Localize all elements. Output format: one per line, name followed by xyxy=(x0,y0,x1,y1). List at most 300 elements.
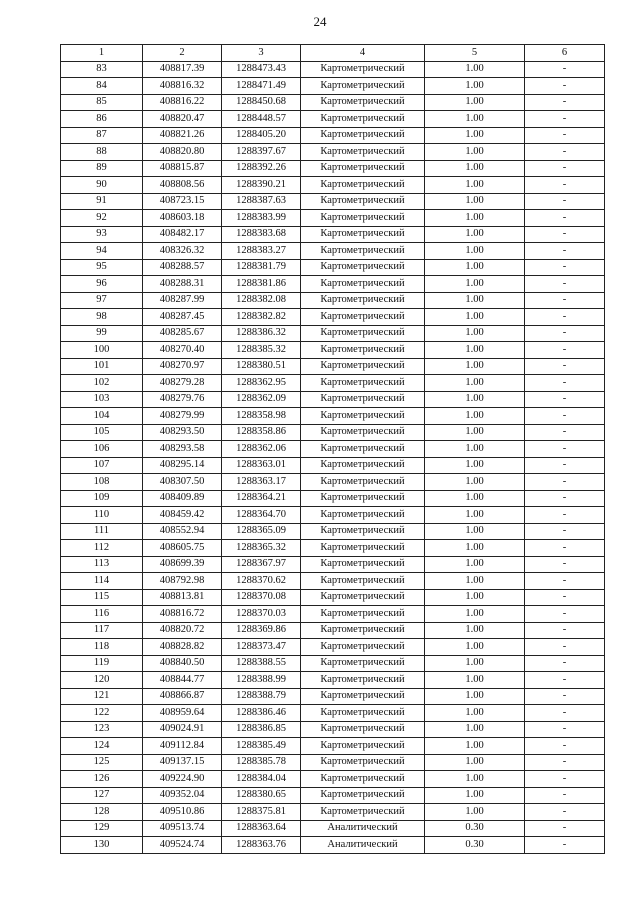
method-cell: Картометрический xyxy=(301,292,425,309)
accuracy-cell: 1.00 xyxy=(425,622,525,639)
table-row xyxy=(61,111,605,128)
y-coordinate-cell: 1288388.99 xyxy=(222,672,301,689)
y-coordinate-cell: 1288363.01 xyxy=(222,457,301,474)
x-coordinate-cell: 408808.56 xyxy=(143,177,222,194)
table-row xyxy=(61,127,605,144)
x-coordinate-cell: 408279.28 xyxy=(143,375,222,392)
table-row xyxy=(61,837,605,854)
accuracy-cell: 0.30 xyxy=(425,820,525,837)
point-number-cell: 122 xyxy=(61,705,143,722)
y-coordinate-cell: 1288364.21 xyxy=(222,490,301,507)
point-number-cell: 117 xyxy=(61,622,143,639)
method-cell: Картометрический xyxy=(301,325,425,342)
accuracy-cell: 1.00 xyxy=(425,606,525,623)
note-cell: - xyxy=(525,127,605,144)
x-coordinate-cell: 408295.14 xyxy=(143,457,222,474)
note-cell: - xyxy=(525,540,605,557)
point-number-cell: 128 xyxy=(61,804,143,821)
point-number-cell: 114 xyxy=(61,573,143,590)
method-cell: Картометрический xyxy=(301,61,425,78)
point-number-cell: 118 xyxy=(61,639,143,656)
accuracy-cell: 1.00 xyxy=(425,408,525,425)
table-row xyxy=(61,292,605,309)
point-number-cell: 115 xyxy=(61,589,143,606)
method-cell: Картометрический xyxy=(301,787,425,804)
x-coordinate-cell: 408293.50 xyxy=(143,424,222,441)
table-row xyxy=(61,688,605,705)
point-number-cell: 119 xyxy=(61,655,143,672)
method-cell: Картометрический xyxy=(301,226,425,243)
point-number-cell: 90 xyxy=(61,177,143,194)
table-row xyxy=(61,639,605,656)
note-cell: - xyxy=(525,639,605,656)
x-coordinate-cell: 408866.87 xyxy=(143,688,222,705)
accuracy-cell: 1.00 xyxy=(425,655,525,672)
point-number-cell: 107 xyxy=(61,457,143,474)
method-cell: Картометрический xyxy=(301,309,425,326)
accuracy-cell: 1.00 xyxy=(425,292,525,309)
table-row xyxy=(61,325,605,342)
table-row xyxy=(61,507,605,524)
y-coordinate-cell: 1288383.68 xyxy=(222,226,301,243)
table-row xyxy=(61,573,605,590)
table-row xyxy=(61,606,605,623)
note-cell: - xyxy=(525,837,605,854)
note-cell: - xyxy=(525,771,605,788)
y-coordinate-cell: 1288385.78 xyxy=(222,754,301,771)
table-row xyxy=(61,721,605,738)
y-coordinate-cell: 1288382.82 xyxy=(222,309,301,326)
note-cell: - xyxy=(525,507,605,524)
point-number-cell: 88 xyxy=(61,144,143,161)
y-coordinate-cell: 1288471.49 xyxy=(222,78,301,95)
method-cell: Картометрический xyxy=(301,243,425,260)
accuracy-cell: 1.00 xyxy=(425,61,525,78)
accuracy-cell: 1.00 xyxy=(425,94,525,111)
table-row xyxy=(61,61,605,78)
table-row xyxy=(61,622,605,639)
accuracy-cell: 0.30 xyxy=(425,837,525,854)
accuracy-cell: 1.00 xyxy=(425,507,525,524)
note-cell: - xyxy=(525,787,605,804)
table-row xyxy=(61,540,605,557)
x-coordinate-cell: 408552.94 xyxy=(143,523,222,540)
y-coordinate-cell: 1288381.86 xyxy=(222,276,301,293)
table-row xyxy=(61,672,605,689)
table-row xyxy=(61,144,605,161)
x-coordinate-cell: 408307.50 xyxy=(143,474,222,491)
method-cell: Картометрический xyxy=(301,721,425,738)
y-coordinate-cell: 1288367.97 xyxy=(222,556,301,573)
x-coordinate-cell: 408820.72 xyxy=(143,622,222,639)
method-cell: Картометрический xyxy=(301,606,425,623)
method-cell: Картометрический xyxy=(301,523,425,540)
y-coordinate-cell: 1288388.79 xyxy=(222,688,301,705)
table-row xyxy=(61,342,605,359)
method-cell: Картометрический xyxy=(301,358,425,375)
table-row xyxy=(61,358,605,375)
point-number-cell: 121 xyxy=(61,688,143,705)
table-row xyxy=(61,589,605,606)
point-number-cell: 104 xyxy=(61,408,143,425)
header-cell-6: 6 xyxy=(525,45,605,62)
note-cell: - xyxy=(525,754,605,771)
table-row xyxy=(61,787,605,804)
method-cell: Картометрический xyxy=(301,507,425,524)
y-coordinate-cell: 1288362.06 xyxy=(222,441,301,458)
y-coordinate-cell: 1288385.49 xyxy=(222,738,301,755)
point-number-cell: 120 xyxy=(61,672,143,689)
note-cell: - xyxy=(525,391,605,408)
x-coordinate-cell: 408959.64 xyxy=(143,705,222,722)
table-row xyxy=(61,94,605,111)
note-cell: - xyxy=(525,589,605,606)
y-coordinate-cell: 1288363.64 xyxy=(222,820,301,837)
y-coordinate-cell: 1288450.68 xyxy=(222,94,301,111)
y-coordinate-cell: 1288386.85 xyxy=(222,721,301,738)
method-cell: Картометрический xyxy=(301,177,425,194)
method-cell: Картометрический xyxy=(301,771,425,788)
y-coordinate-cell: 1288358.98 xyxy=(222,408,301,425)
note-cell: - xyxy=(525,622,605,639)
x-coordinate-cell: 409137.15 xyxy=(143,754,222,771)
accuracy-cell: 1.00 xyxy=(425,705,525,722)
method-cell: Картометрический xyxy=(301,441,425,458)
accuracy-cell: 1.00 xyxy=(425,556,525,573)
y-coordinate-cell: 1288387.63 xyxy=(222,193,301,210)
method-cell: Картометрический xyxy=(301,276,425,293)
note-cell: - xyxy=(525,226,605,243)
point-number-cell: 105 xyxy=(61,424,143,441)
note-cell: - xyxy=(525,61,605,78)
method-cell: Картометрический xyxy=(301,259,425,276)
point-number-cell: 99 xyxy=(61,325,143,342)
y-coordinate-cell: 1288380.65 xyxy=(222,787,301,804)
x-coordinate-cell: 409112.84 xyxy=(143,738,222,755)
note-cell: - xyxy=(525,804,605,821)
table-row xyxy=(61,441,605,458)
y-coordinate-cell: 1288375.81 xyxy=(222,804,301,821)
point-number-cell: 87 xyxy=(61,127,143,144)
point-number-cell: 91 xyxy=(61,193,143,210)
note-cell: - xyxy=(525,358,605,375)
note-cell: - xyxy=(525,309,605,326)
note-cell: - xyxy=(525,424,605,441)
note-cell: - xyxy=(525,210,605,227)
point-number-cell: 129 xyxy=(61,820,143,837)
accuracy-cell: 1.00 xyxy=(425,177,525,194)
x-coordinate-cell: 408815.87 xyxy=(143,160,222,177)
accuracy-cell: 1.00 xyxy=(425,540,525,557)
method-cell: Картометрический xyxy=(301,490,425,507)
method-cell: Картометрический xyxy=(301,78,425,95)
x-coordinate-cell: 408482.17 xyxy=(143,226,222,243)
accuracy-cell: 1.00 xyxy=(425,771,525,788)
table-row xyxy=(61,276,605,293)
method-cell: Картометрический xyxy=(301,424,425,441)
table-row xyxy=(61,78,605,95)
table-row xyxy=(61,705,605,722)
x-coordinate-cell: 408816.22 xyxy=(143,94,222,111)
accuracy-cell: 1.00 xyxy=(425,243,525,260)
method-cell: Картометрический xyxy=(301,193,425,210)
table-row xyxy=(61,738,605,755)
coordinates-table xyxy=(60,44,605,854)
accuracy-cell: 1.00 xyxy=(425,309,525,326)
x-coordinate-cell: 408287.45 xyxy=(143,309,222,326)
point-number-cell: 116 xyxy=(61,606,143,623)
method-cell: Картометрический xyxy=(301,804,425,821)
x-coordinate-cell: 409352.04 xyxy=(143,787,222,804)
point-number-cell: 93 xyxy=(61,226,143,243)
x-coordinate-cell: 408270.97 xyxy=(143,358,222,375)
y-coordinate-cell: 1288383.99 xyxy=(222,210,301,227)
table-row xyxy=(61,309,605,326)
y-coordinate-cell: 1288473.43 xyxy=(222,61,301,78)
header-row xyxy=(61,45,605,62)
header-cell-4: 4 xyxy=(301,45,425,62)
note-cell: - xyxy=(525,292,605,309)
table-row xyxy=(61,243,605,260)
x-coordinate-cell: 408288.31 xyxy=(143,276,222,293)
accuracy-cell: 1.00 xyxy=(425,490,525,507)
table-body xyxy=(61,61,605,853)
note-cell: - xyxy=(525,705,605,722)
note-cell: - xyxy=(525,738,605,755)
x-coordinate-cell: 408293.58 xyxy=(143,441,222,458)
point-number-cell: 100 xyxy=(61,342,143,359)
accuracy-cell: 1.00 xyxy=(425,193,525,210)
accuracy-cell: 1.00 xyxy=(425,804,525,821)
note-cell: - xyxy=(525,193,605,210)
point-number-cell: 92 xyxy=(61,210,143,227)
point-number-cell: 110 xyxy=(61,507,143,524)
table-row xyxy=(61,210,605,227)
y-coordinate-cell: 1288383.27 xyxy=(222,243,301,260)
x-coordinate-cell: 409024.91 xyxy=(143,721,222,738)
point-number-cell: 102 xyxy=(61,375,143,392)
accuracy-cell: 1.00 xyxy=(425,358,525,375)
method-cell: Картометрический xyxy=(301,342,425,359)
accuracy-cell: 1.00 xyxy=(425,589,525,606)
method-cell: Картометрический xyxy=(301,160,425,177)
x-coordinate-cell: 408279.76 xyxy=(143,391,222,408)
method-cell: Картометрический xyxy=(301,655,425,672)
x-coordinate-cell: 408816.72 xyxy=(143,606,222,623)
y-coordinate-cell: 1288397.67 xyxy=(222,144,301,161)
note-cell: - xyxy=(525,160,605,177)
y-coordinate-cell: 1288364.70 xyxy=(222,507,301,524)
note-cell: - xyxy=(525,441,605,458)
x-coordinate-cell: 408821.26 xyxy=(143,127,222,144)
table-row xyxy=(61,556,605,573)
x-coordinate-cell: 408828.82 xyxy=(143,639,222,656)
x-coordinate-cell: 408285.67 xyxy=(143,325,222,342)
note-cell: - xyxy=(525,655,605,672)
y-coordinate-cell: 1288392.26 xyxy=(222,160,301,177)
accuracy-cell: 1.00 xyxy=(425,738,525,755)
x-coordinate-cell: 408603.18 xyxy=(143,210,222,227)
y-coordinate-cell: 1288448.57 xyxy=(222,111,301,128)
point-number-cell: 124 xyxy=(61,738,143,755)
y-coordinate-cell: 1288370.08 xyxy=(222,589,301,606)
accuracy-cell: 1.00 xyxy=(425,754,525,771)
x-coordinate-cell: 408840.50 xyxy=(143,655,222,672)
point-number-cell: 96 xyxy=(61,276,143,293)
note-cell: - xyxy=(525,78,605,95)
table-row xyxy=(61,655,605,672)
table-row xyxy=(61,804,605,821)
note-cell: - xyxy=(525,342,605,359)
y-coordinate-cell: 1288384.04 xyxy=(222,771,301,788)
x-coordinate-cell: 408409.89 xyxy=(143,490,222,507)
accuracy-cell: 1.00 xyxy=(425,111,525,128)
accuracy-cell: 1.00 xyxy=(425,342,525,359)
point-number-cell: 126 xyxy=(61,771,143,788)
note-cell: - xyxy=(525,144,605,161)
point-number-cell: 111 xyxy=(61,523,143,540)
method-cell: Картометрический xyxy=(301,210,425,227)
method-cell: Картометрический xyxy=(301,688,425,705)
method-cell: Картометрический xyxy=(301,94,425,111)
point-number-cell: 113 xyxy=(61,556,143,573)
x-coordinate-cell: 408816.32 xyxy=(143,78,222,95)
y-coordinate-cell: 1288380.51 xyxy=(222,358,301,375)
x-coordinate-cell: 408817.39 xyxy=(143,61,222,78)
method-cell: Картометрический xyxy=(301,391,425,408)
accuracy-cell: 1.00 xyxy=(425,226,525,243)
accuracy-cell: 1.00 xyxy=(425,210,525,227)
note-cell: - xyxy=(525,94,605,111)
note-cell: - xyxy=(525,457,605,474)
table-row xyxy=(61,391,605,408)
method-cell: Картометрический xyxy=(301,639,425,656)
point-number-cell: 84 xyxy=(61,78,143,95)
method-cell: Картометрический xyxy=(301,408,425,425)
method-cell: Картометрический xyxy=(301,589,425,606)
point-number-cell: 103 xyxy=(61,391,143,408)
note-cell: - xyxy=(525,556,605,573)
method-cell: Картометрический xyxy=(301,375,425,392)
accuracy-cell: 1.00 xyxy=(425,424,525,441)
x-coordinate-cell: 408699.39 xyxy=(143,556,222,573)
y-coordinate-cell: 1288405.20 xyxy=(222,127,301,144)
table-row xyxy=(61,457,605,474)
method-cell: Картометрический xyxy=(301,457,425,474)
y-coordinate-cell: 1288362.95 xyxy=(222,375,301,392)
accuracy-cell: 1.00 xyxy=(425,688,525,705)
y-coordinate-cell: 1288370.62 xyxy=(222,573,301,590)
x-coordinate-cell: 408844.77 xyxy=(143,672,222,689)
x-coordinate-cell: 408605.75 xyxy=(143,540,222,557)
header-cell-2: 2 xyxy=(143,45,222,62)
accuracy-cell: 1.00 xyxy=(425,160,525,177)
accuracy-cell: 1.00 xyxy=(425,259,525,276)
table-row xyxy=(61,160,605,177)
point-number-cell: 85 xyxy=(61,94,143,111)
accuracy-cell: 1.00 xyxy=(425,721,525,738)
note-cell: - xyxy=(525,606,605,623)
point-number-cell: 89 xyxy=(61,160,143,177)
note-cell: - xyxy=(525,276,605,293)
x-coordinate-cell: 409510.86 xyxy=(143,804,222,821)
x-coordinate-cell: 409513.74 xyxy=(143,820,222,837)
method-cell: Картометрический xyxy=(301,127,425,144)
point-number-cell: 106 xyxy=(61,441,143,458)
header-cell-1: 1 xyxy=(61,45,143,62)
note-cell: - xyxy=(525,523,605,540)
point-number-cell: 130 xyxy=(61,837,143,854)
note-cell: - xyxy=(525,243,605,260)
accuracy-cell: 1.00 xyxy=(425,474,525,491)
point-number-cell: 98 xyxy=(61,309,143,326)
accuracy-cell: 1.00 xyxy=(425,127,525,144)
y-coordinate-cell: 1288363.76 xyxy=(222,837,301,854)
method-cell: Картометрический xyxy=(301,738,425,755)
method-cell: Аналитический xyxy=(301,820,425,837)
accuracy-cell: 1.00 xyxy=(425,375,525,392)
y-coordinate-cell: 1288388.55 xyxy=(222,655,301,672)
note-cell: - xyxy=(525,573,605,590)
table-row xyxy=(61,771,605,788)
table-row xyxy=(61,226,605,243)
method-cell: Картометрический xyxy=(301,540,425,557)
y-coordinate-cell: 1288373.47 xyxy=(222,639,301,656)
x-coordinate-cell: 408820.47 xyxy=(143,111,222,128)
method-cell: Картометрический xyxy=(301,556,425,573)
accuracy-cell: 1.00 xyxy=(425,672,525,689)
table-row xyxy=(61,375,605,392)
y-coordinate-cell: 1288370.03 xyxy=(222,606,301,623)
accuracy-cell: 1.00 xyxy=(425,523,525,540)
note-cell: - xyxy=(525,259,605,276)
accuracy-cell: 1.00 xyxy=(425,144,525,161)
point-number-cell: 112 xyxy=(61,540,143,557)
y-coordinate-cell: 1288390.21 xyxy=(222,177,301,194)
point-number-cell: 97 xyxy=(61,292,143,309)
y-coordinate-cell: 1288369.86 xyxy=(222,622,301,639)
x-coordinate-cell: 408287.99 xyxy=(143,292,222,309)
point-number-cell: 101 xyxy=(61,358,143,375)
note-cell: - xyxy=(525,672,605,689)
x-coordinate-cell: 409524.74 xyxy=(143,837,222,854)
point-number-cell: 127 xyxy=(61,787,143,804)
x-coordinate-cell: 408288.57 xyxy=(143,259,222,276)
note-cell: - xyxy=(525,375,605,392)
method-cell: Картометрический xyxy=(301,672,425,689)
method-cell: Картометрический xyxy=(301,754,425,771)
y-coordinate-cell: 1288363.17 xyxy=(222,474,301,491)
accuracy-cell: 1.00 xyxy=(425,391,525,408)
table-row xyxy=(61,474,605,491)
method-cell: Картометрический xyxy=(301,144,425,161)
x-coordinate-cell: 408279.99 xyxy=(143,408,222,425)
method-cell: Картометрический xyxy=(301,474,425,491)
point-number-cell: 109 xyxy=(61,490,143,507)
note-cell: - xyxy=(525,325,605,342)
point-number-cell: 94 xyxy=(61,243,143,260)
note-cell: - xyxy=(525,408,605,425)
y-coordinate-cell: 1288358.86 xyxy=(222,424,301,441)
note-cell: - xyxy=(525,721,605,738)
y-coordinate-cell: 1288381.79 xyxy=(222,259,301,276)
point-number-cell: 123 xyxy=(61,721,143,738)
note-cell: - xyxy=(525,820,605,837)
accuracy-cell: 1.00 xyxy=(425,573,525,590)
accuracy-cell: 1.00 xyxy=(425,276,525,293)
x-coordinate-cell: 408326.32 xyxy=(143,243,222,260)
accuracy-cell: 1.00 xyxy=(425,457,525,474)
